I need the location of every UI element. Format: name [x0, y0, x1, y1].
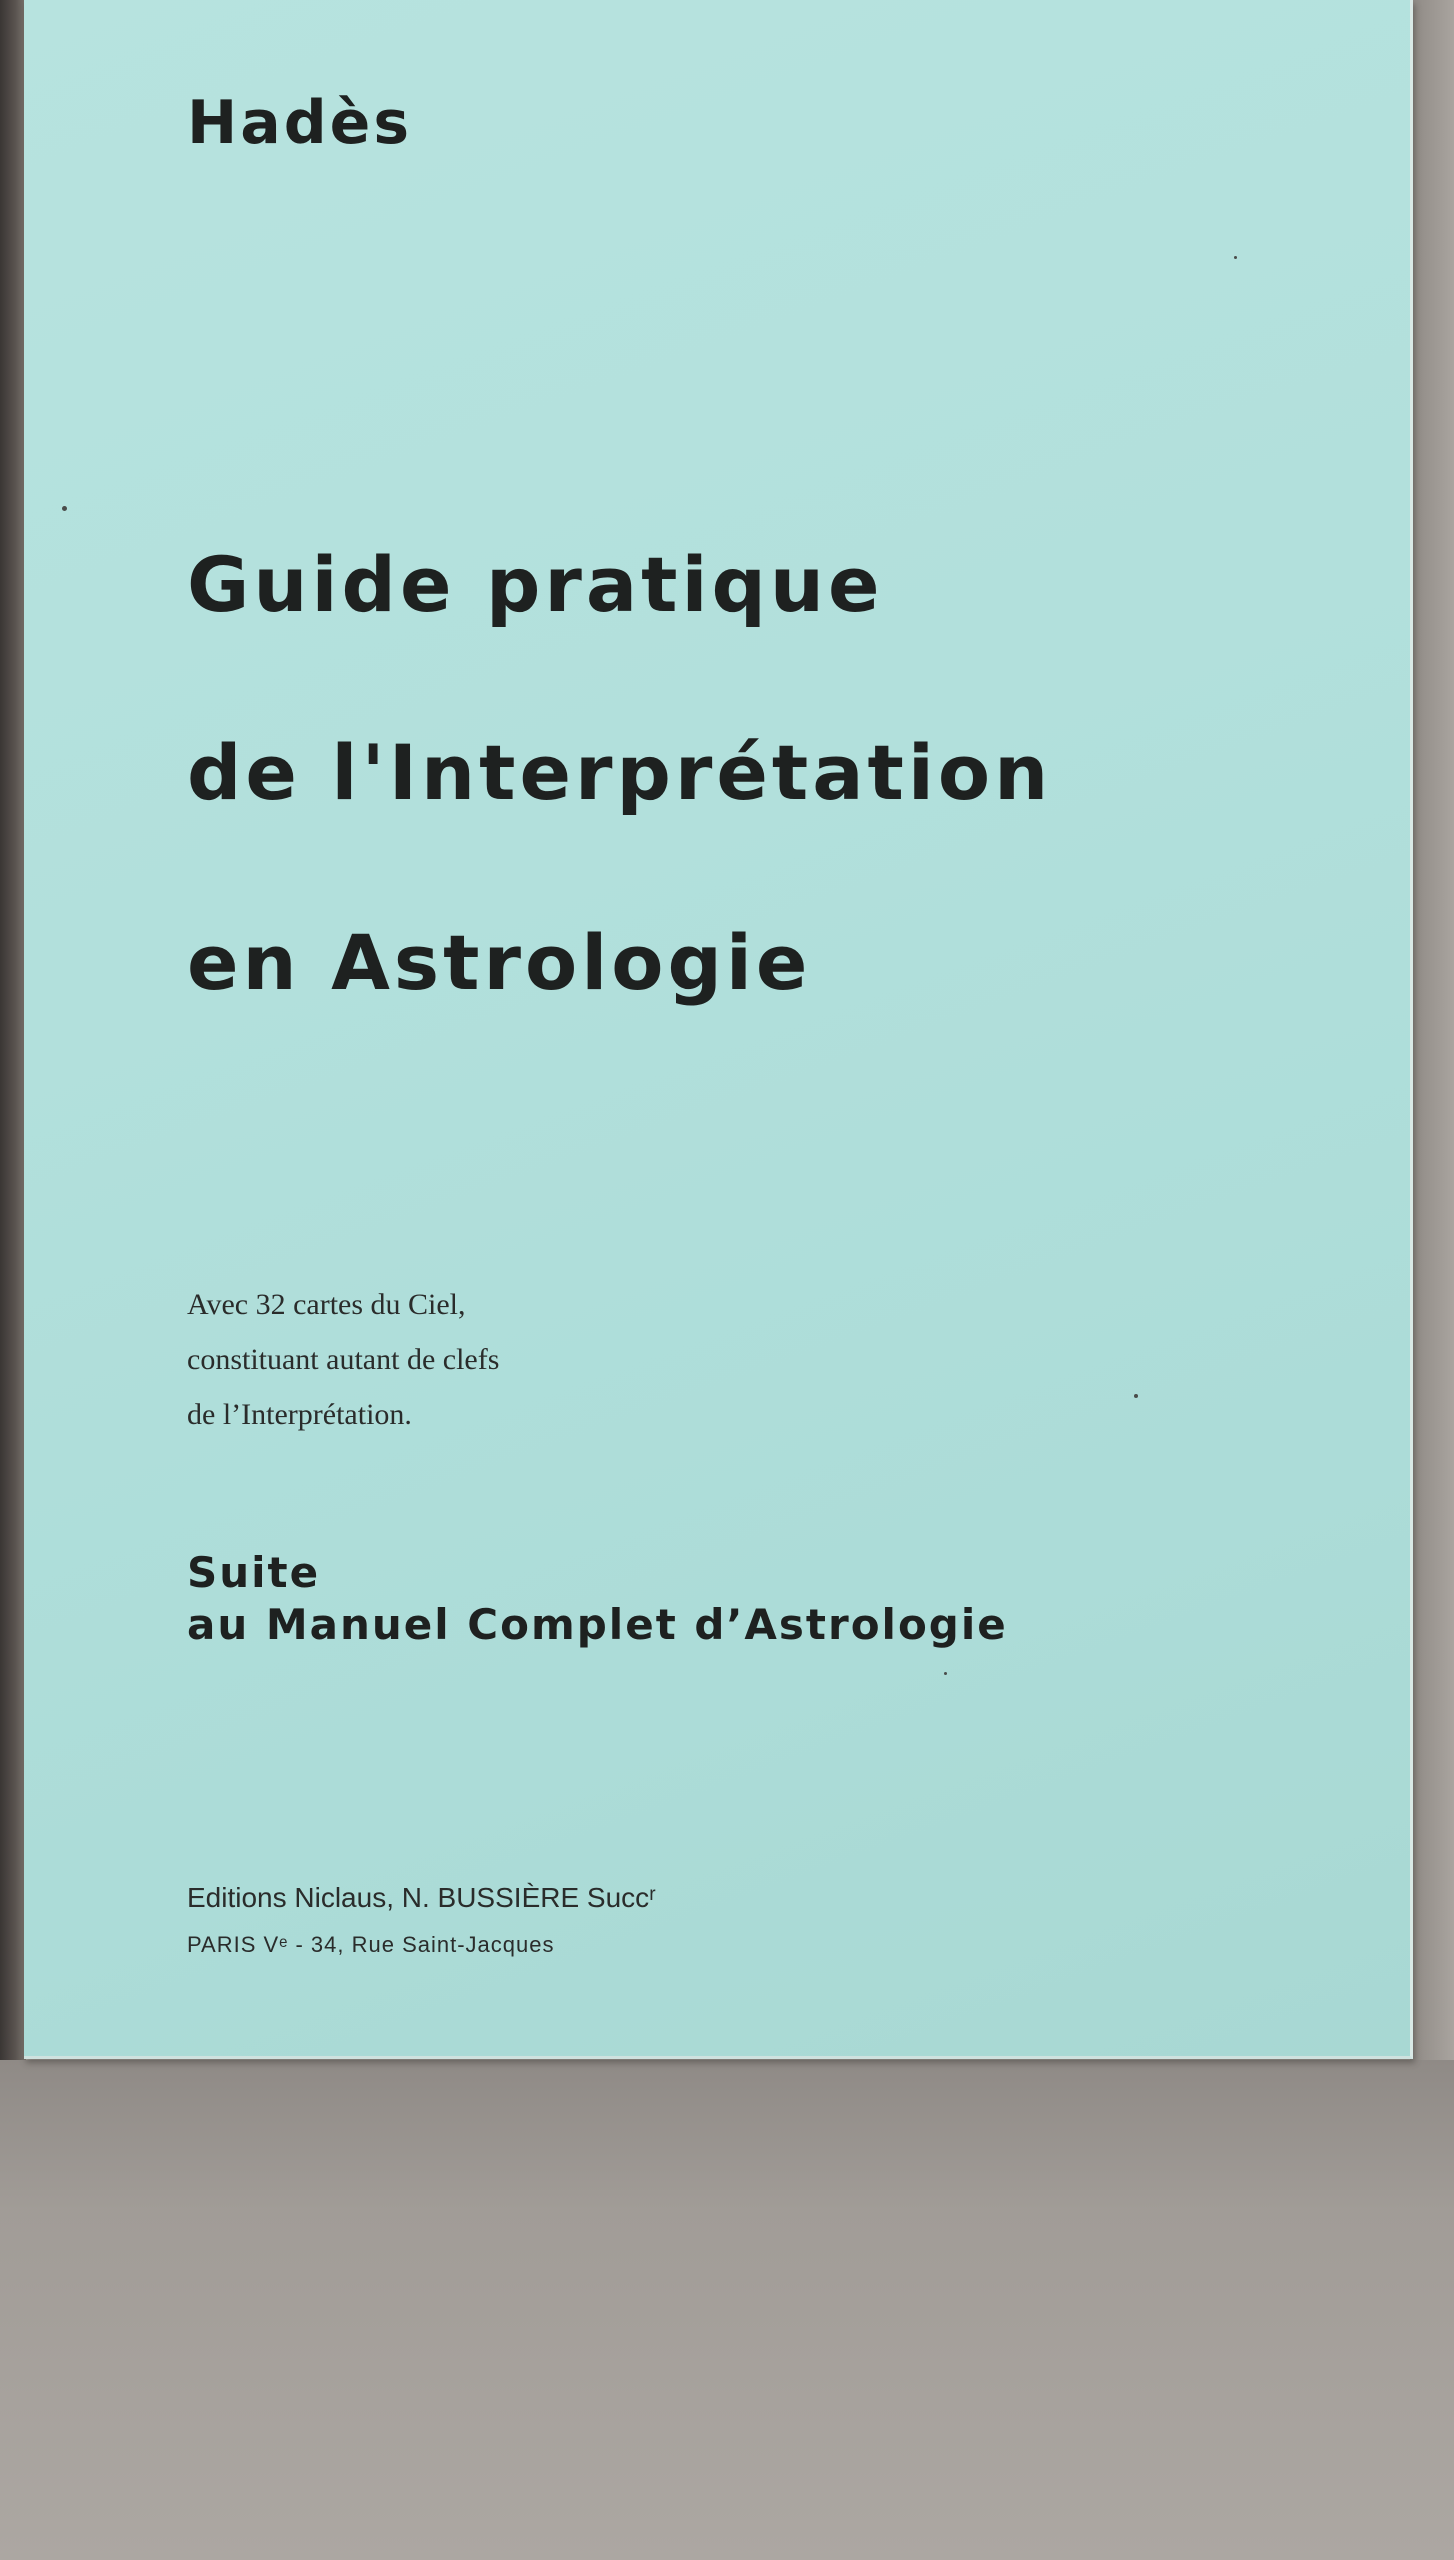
scanner-bed: [0, 2060, 1454, 2560]
book-title-line-1: Guide pratique: [187, 540, 884, 629]
book-spine-shadow: [0, 0, 26, 2060]
subtitle-line-2: constituant autant de clefs: [187, 1343, 500, 1376]
paper-speck: [1134, 1394, 1138, 1398]
book-cover: [24, 0, 1413, 2059]
book-title-line-2: de l'Interprétation: [187, 728, 1053, 817]
subtitle-line-1: Avec 32 cartes du Ciel,: [187, 1288, 466, 1321]
publisher-name: Editions Niclaus, N. BUSSIÈRE Succʳ: [187, 1882, 656, 1913]
paper-speck: [62, 506, 67, 511]
book-author: Hadès: [187, 88, 413, 158]
paper-speck: [1234, 256, 1237, 259]
book-title-line-3: en Astrologie: [187, 918, 812, 1007]
paper-speck: [944, 1672, 947, 1675]
suite-line-2: au Manuel Complet d’Astrologie: [187, 1600, 1008, 1649]
scan-edge-strip: [1410, 0, 1454, 2060]
subtitle-line-3: de l’Interprétation.: [187, 1398, 412, 1431]
suite-line-1: Suite: [187, 1548, 321, 1597]
publisher-address: PARIS Vᵉ - 34, Rue Saint-Jacques: [187, 1932, 555, 1957]
